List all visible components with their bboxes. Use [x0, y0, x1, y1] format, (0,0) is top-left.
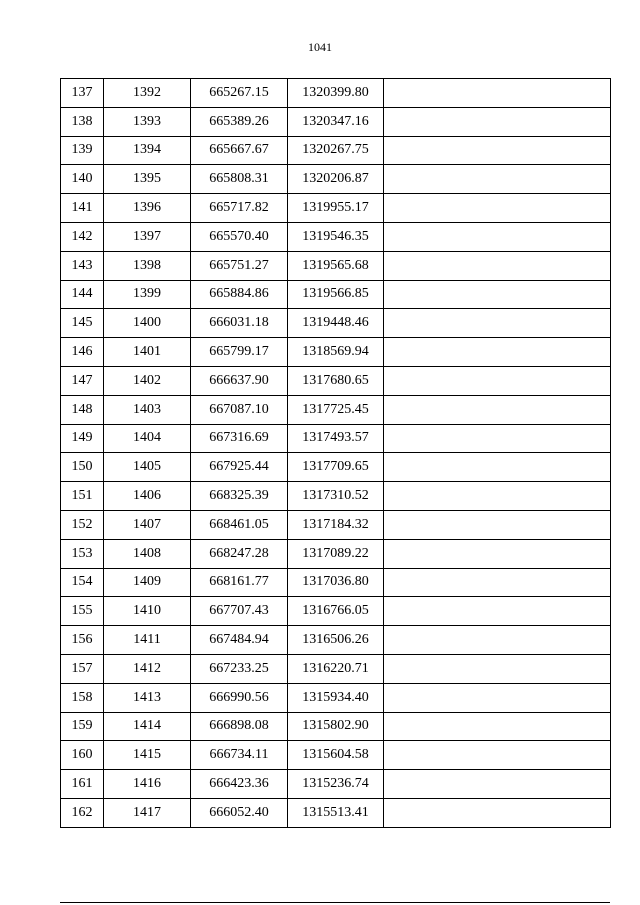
point-number-cell: 1407 [104, 510, 191, 539]
row-index-cell: 138 [61, 107, 104, 136]
y-coordinate-cell: 1319565.68 [288, 251, 384, 280]
x-coordinate-cell: 667707.43 [191, 597, 288, 626]
remark-cell [384, 424, 611, 453]
table-row [61, 366, 611, 395]
table-row [61, 712, 611, 741]
table-row [61, 482, 611, 511]
point-number-cell: 1412 [104, 654, 191, 683]
x-coordinate-cell: 665751.27 [191, 251, 288, 280]
point-number-cell: 1393 [104, 107, 191, 136]
x-coordinate-cell: 667087.10 [191, 395, 288, 424]
remark-cell [384, 712, 611, 741]
row-index-cell: 140 [61, 165, 104, 194]
table-row [61, 539, 611, 568]
y-coordinate-cell: 1317680.65 [288, 366, 384, 395]
x-coordinate-cell: 665267.15 [191, 79, 288, 108]
x-coordinate-cell: 665570.40 [191, 222, 288, 251]
y-coordinate-cell: 1318569.94 [288, 338, 384, 367]
row-index-cell: 146 [61, 338, 104, 367]
row-index-cell: 153 [61, 539, 104, 568]
row-index-cell: 161 [61, 770, 104, 799]
row-index-cell: 141 [61, 194, 104, 223]
y-coordinate-cell: 1316506.26 [288, 626, 384, 655]
row-index-cell: 152 [61, 510, 104, 539]
y-coordinate-cell: 1317036.80 [288, 568, 384, 597]
table-row [61, 626, 611, 655]
table-row [61, 453, 611, 482]
y-coordinate-cell: 1315604.58 [288, 741, 384, 770]
row-index-cell: 137 [61, 79, 104, 108]
table-row [61, 79, 611, 108]
x-coordinate-cell: 665884.86 [191, 280, 288, 309]
point-number-cell: 1403 [104, 395, 191, 424]
table-row [61, 510, 611, 539]
y-coordinate-cell: 1320206.87 [288, 165, 384, 194]
remark-cell [384, 309, 611, 338]
table-row [61, 424, 611, 453]
point-number-cell: 1404 [104, 424, 191, 453]
point-number-cell: 1394 [104, 136, 191, 165]
remark-cell [384, 165, 611, 194]
footer-rule [60, 902, 610, 903]
y-coordinate-cell: 1320347.16 [288, 107, 384, 136]
y-coordinate-cell: 1317493.57 [288, 424, 384, 453]
row-index-cell: 148 [61, 395, 104, 424]
y-coordinate-cell: 1319955.17 [288, 194, 384, 223]
remark-cell [384, 482, 611, 511]
x-coordinate-cell: 667925.44 [191, 453, 288, 482]
y-coordinate-cell: 1320267.75 [288, 136, 384, 165]
y-coordinate-cell: 1319448.46 [288, 309, 384, 338]
point-number-cell: 1396 [104, 194, 191, 223]
y-coordinate-cell: 1315236.74 [288, 770, 384, 799]
table-row [61, 309, 611, 338]
page-number: 1041 [308, 40, 332, 54]
remark-cell [384, 770, 611, 799]
x-coordinate-cell: 667484.94 [191, 626, 288, 655]
table-row [61, 165, 611, 194]
y-coordinate-cell: 1316220.71 [288, 654, 384, 683]
x-coordinate-cell: 666031.18 [191, 309, 288, 338]
row-index-cell: 156 [61, 626, 104, 655]
point-number-cell: 1401 [104, 338, 191, 367]
remark-cell [384, 251, 611, 280]
row-index-cell: 149 [61, 424, 104, 453]
row-index-cell: 147 [61, 366, 104, 395]
point-number-cell: 1398 [104, 251, 191, 280]
point-number-cell: 1409 [104, 568, 191, 597]
x-coordinate-cell: 667233.25 [191, 654, 288, 683]
row-index-cell: 158 [61, 683, 104, 712]
y-coordinate-cell: 1317089.22 [288, 539, 384, 568]
table-row [61, 654, 611, 683]
x-coordinate-cell: 666990.56 [191, 683, 288, 712]
y-coordinate-cell: 1320399.80 [288, 79, 384, 108]
table-body [61, 79, 611, 828]
y-coordinate-cell: 1319546.35 [288, 222, 384, 251]
table-row [61, 683, 611, 712]
remark-cell [384, 366, 611, 395]
x-coordinate-cell: 666423.36 [191, 770, 288, 799]
remark-cell [384, 626, 611, 655]
remark-cell [384, 194, 611, 223]
row-index-cell: 154 [61, 568, 104, 597]
row-index-cell: 160 [61, 741, 104, 770]
row-index-cell: 145 [61, 309, 104, 338]
y-coordinate-cell: 1319566.85 [288, 280, 384, 309]
y-coordinate-cell: 1315802.90 [288, 712, 384, 741]
remark-cell [384, 798, 611, 827]
table-row [61, 280, 611, 309]
y-coordinate-cell: 1316766.05 [288, 597, 384, 626]
remark-cell [384, 395, 611, 424]
x-coordinate-cell: 668325.39 [191, 482, 288, 511]
x-coordinate-cell: 666052.40 [191, 798, 288, 827]
x-coordinate-cell: 665389.26 [191, 107, 288, 136]
row-index-cell: 155 [61, 597, 104, 626]
y-coordinate-cell: 1315513.41 [288, 798, 384, 827]
remark-cell [384, 453, 611, 482]
point-number-cell: 1392 [104, 79, 191, 108]
point-number-cell: 1395 [104, 165, 191, 194]
x-coordinate-cell: 665667.67 [191, 136, 288, 165]
table-row [61, 222, 611, 251]
remark-cell [384, 280, 611, 309]
row-index-cell: 150 [61, 453, 104, 482]
table-row [61, 107, 611, 136]
y-coordinate-cell: 1317725.45 [288, 395, 384, 424]
row-index-cell: 157 [61, 654, 104, 683]
row-index-cell: 159 [61, 712, 104, 741]
x-coordinate-cell: 668247.28 [191, 539, 288, 568]
point-number-cell: 1417 [104, 798, 191, 827]
row-index-cell: 142 [61, 222, 104, 251]
x-coordinate-cell: 666898.08 [191, 712, 288, 741]
table-row [61, 741, 611, 770]
remark-cell [384, 136, 611, 165]
point-number-cell: 1399 [104, 280, 191, 309]
remark-cell [384, 510, 611, 539]
row-index-cell: 139 [61, 136, 104, 165]
remark-cell [384, 654, 611, 683]
remark-cell [384, 107, 611, 136]
y-coordinate-cell: 1315934.40 [288, 683, 384, 712]
x-coordinate-cell: 665808.31 [191, 165, 288, 194]
x-coordinate-cell: 668161.77 [191, 568, 288, 597]
table-row [61, 798, 611, 827]
point-number-cell: 1406 [104, 482, 191, 511]
table-row [61, 770, 611, 799]
remark-cell [384, 568, 611, 597]
table-row [61, 568, 611, 597]
table-row [61, 395, 611, 424]
point-number-cell: 1416 [104, 770, 191, 799]
table-row [61, 597, 611, 626]
x-coordinate-cell: 667316.69 [191, 424, 288, 453]
point-number-cell: 1410 [104, 597, 191, 626]
point-number-cell: 1397 [104, 222, 191, 251]
x-coordinate-cell: 666734.11 [191, 741, 288, 770]
row-index-cell: 143 [61, 251, 104, 280]
y-coordinate-cell: 1317709.65 [288, 453, 384, 482]
point-number-cell: 1408 [104, 539, 191, 568]
table-row [61, 194, 611, 223]
coordinates-table [60, 78, 611, 828]
point-number-cell: 1415 [104, 741, 191, 770]
row-index-cell: 162 [61, 798, 104, 827]
row-index-cell: 144 [61, 280, 104, 309]
point-number-cell: 1413 [104, 683, 191, 712]
point-number-cell: 1402 [104, 366, 191, 395]
y-coordinate-cell: 1317310.52 [288, 482, 384, 511]
remark-cell [384, 79, 611, 108]
y-coordinate-cell: 1317184.32 [288, 510, 384, 539]
x-coordinate-cell: 665799.17 [191, 338, 288, 367]
remark-cell [384, 539, 611, 568]
point-number-cell: 1405 [104, 453, 191, 482]
table-row [61, 338, 611, 367]
x-coordinate-cell: 666637.90 [191, 366, 288, 395]
point-number-cell: 1414 [104, 712, 191, 741]
table-row [61, 251, 611, 280]
x-coordinate-cell: 668461.05 [191, 510, 288, 539]
remark-cell [384, 741, 611, 770]
table-row [61, 136, 611, 165]
point-number-cell: 1400 [104, 309, 191, 338]
x-coordinate-cell: 665717.82 [191, 194, 288, 223]
remark-cell [384, 222, 611, 251]
remark-cell [384, 597, 611, 626]
row-index-cell: 151 [61, 482, 104, 511]
point-number-cell: 1411 [104, 626, 191, 655]
remark-cell [384, 683, 611, 712]
remark-cell [384, 338, 611, 367]
